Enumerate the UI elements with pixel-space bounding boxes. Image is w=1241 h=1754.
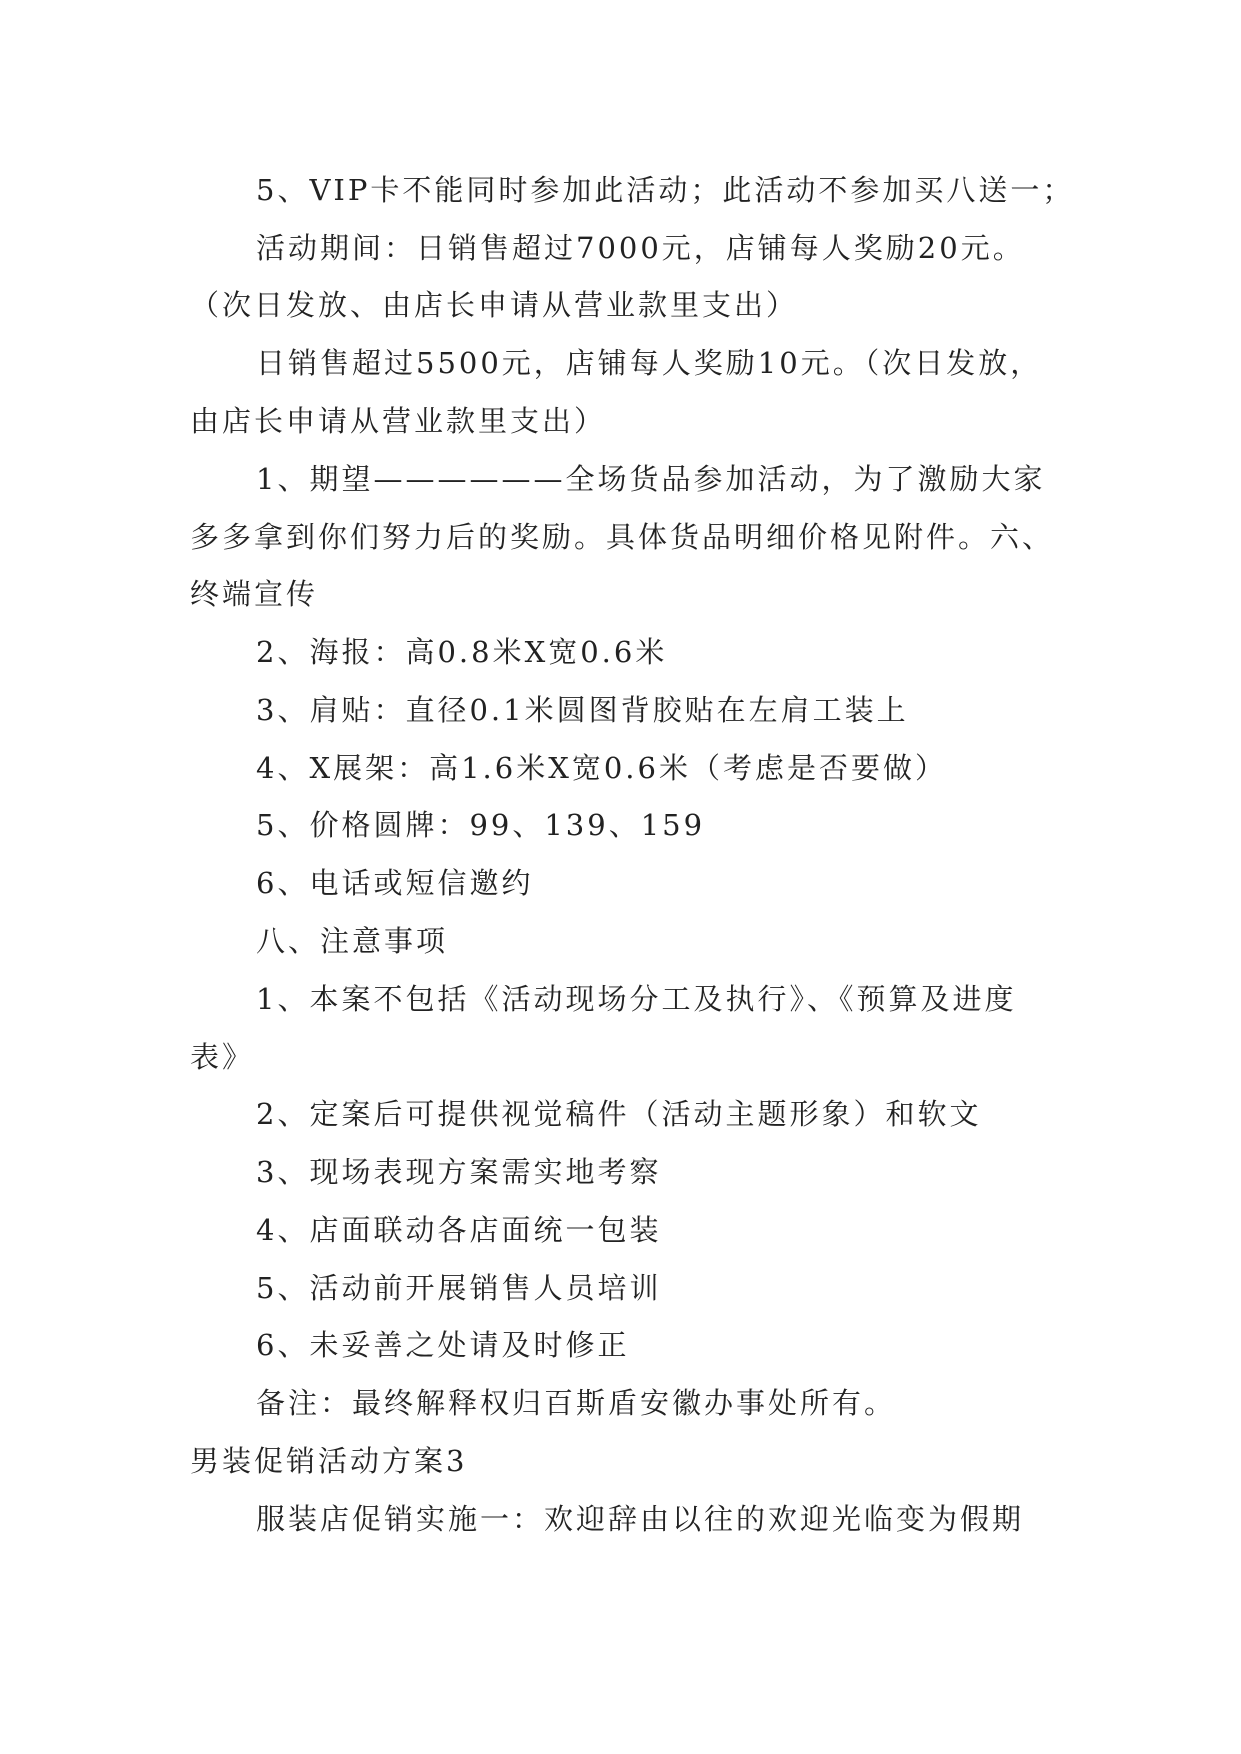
section-title-plan-3: 男装促销活动方案3 [190,1444,468,1478]
text-line-vip-card: 5、VIP卡不能同时参加此活动；此活动不参加买八送一； [256,173,1075,207]
section-heading-notes: 八、注意事项 [256,924,449,958]
text-line-staff-training: 5、活动前开展销售人员培训 [256,1271,662,1305]
text-line-manager-apply: 由店长申请从营业款里支出） [190,404,607,438]
text-line-phone-sms: 6、电话或短信邀约 [256,866,534,900]
text-line-next-day-payment: （次日发放、由店长申请从营业款里支出） [190,288,799,322]
text-line-poster: 2、海报：高0.8米X宽0.6米 [256,635,668,669]
text-line-shoulder-sticker: 3、肩贴：直径0.1米圆图背胶贴在左肩工装上 [256,693,909,727]
text-line-remark: 备注：最终解释权归百斯盾安徽办事处所有。 [256,1386,897,1420]
text-line-daily-sales-5500: 日销售超过5500元，店铺每人奖励10元。（次日发放， [256,346,1043,380]
text-line-terminal-promo: 终端宣传 [190,577,319,611]
text-line-corrections: 6、未妥善之处请及时修正 [256,1328,630,1362]
text-line-visual-drafts: 2、定案后可提供视觉稿件（活动主题形象）和软文 [256,1097,982,1131]
text-line-scope-cont: 表》 [190,1040,255,1074]
text-line-x-stand: 4、X展架：高1.6米X宽0.6米（考虑是否要做） [256,751,947,785]
text-line-price-tags: 5、价格圆牌：99、139、159 [256,808,706,842]
text-line-expectation: 1、期望——————全场货品参加活动，为了激励大家 [256,462,1046,496]
text-line-scope: 1、本案不包括《活动现场分工及执行》、《预算及进度 [256,982,1017,1016]
text-line-site-survey: 3、现场表现方案需实地考察 [256,1155,662,1189]
text-line-welcome-speech: 服装店促销实施一：欢迎辞由以往的欢迎光临变为假期 [256,1502,1025,1536]
text-line-rewards-attachment: 多多拿到你们努力后的奖励。具体货品明细价格见附件。六、 [190,520,1055,554]
text-line-store-packaging: 4、店面联动各店面统一包装 [256,1213,662,1247]
text-line-daily-sales-7000: 活动期间：日销售超过7000元，店铺每人奖励20元。 [256,231,1025,265]
